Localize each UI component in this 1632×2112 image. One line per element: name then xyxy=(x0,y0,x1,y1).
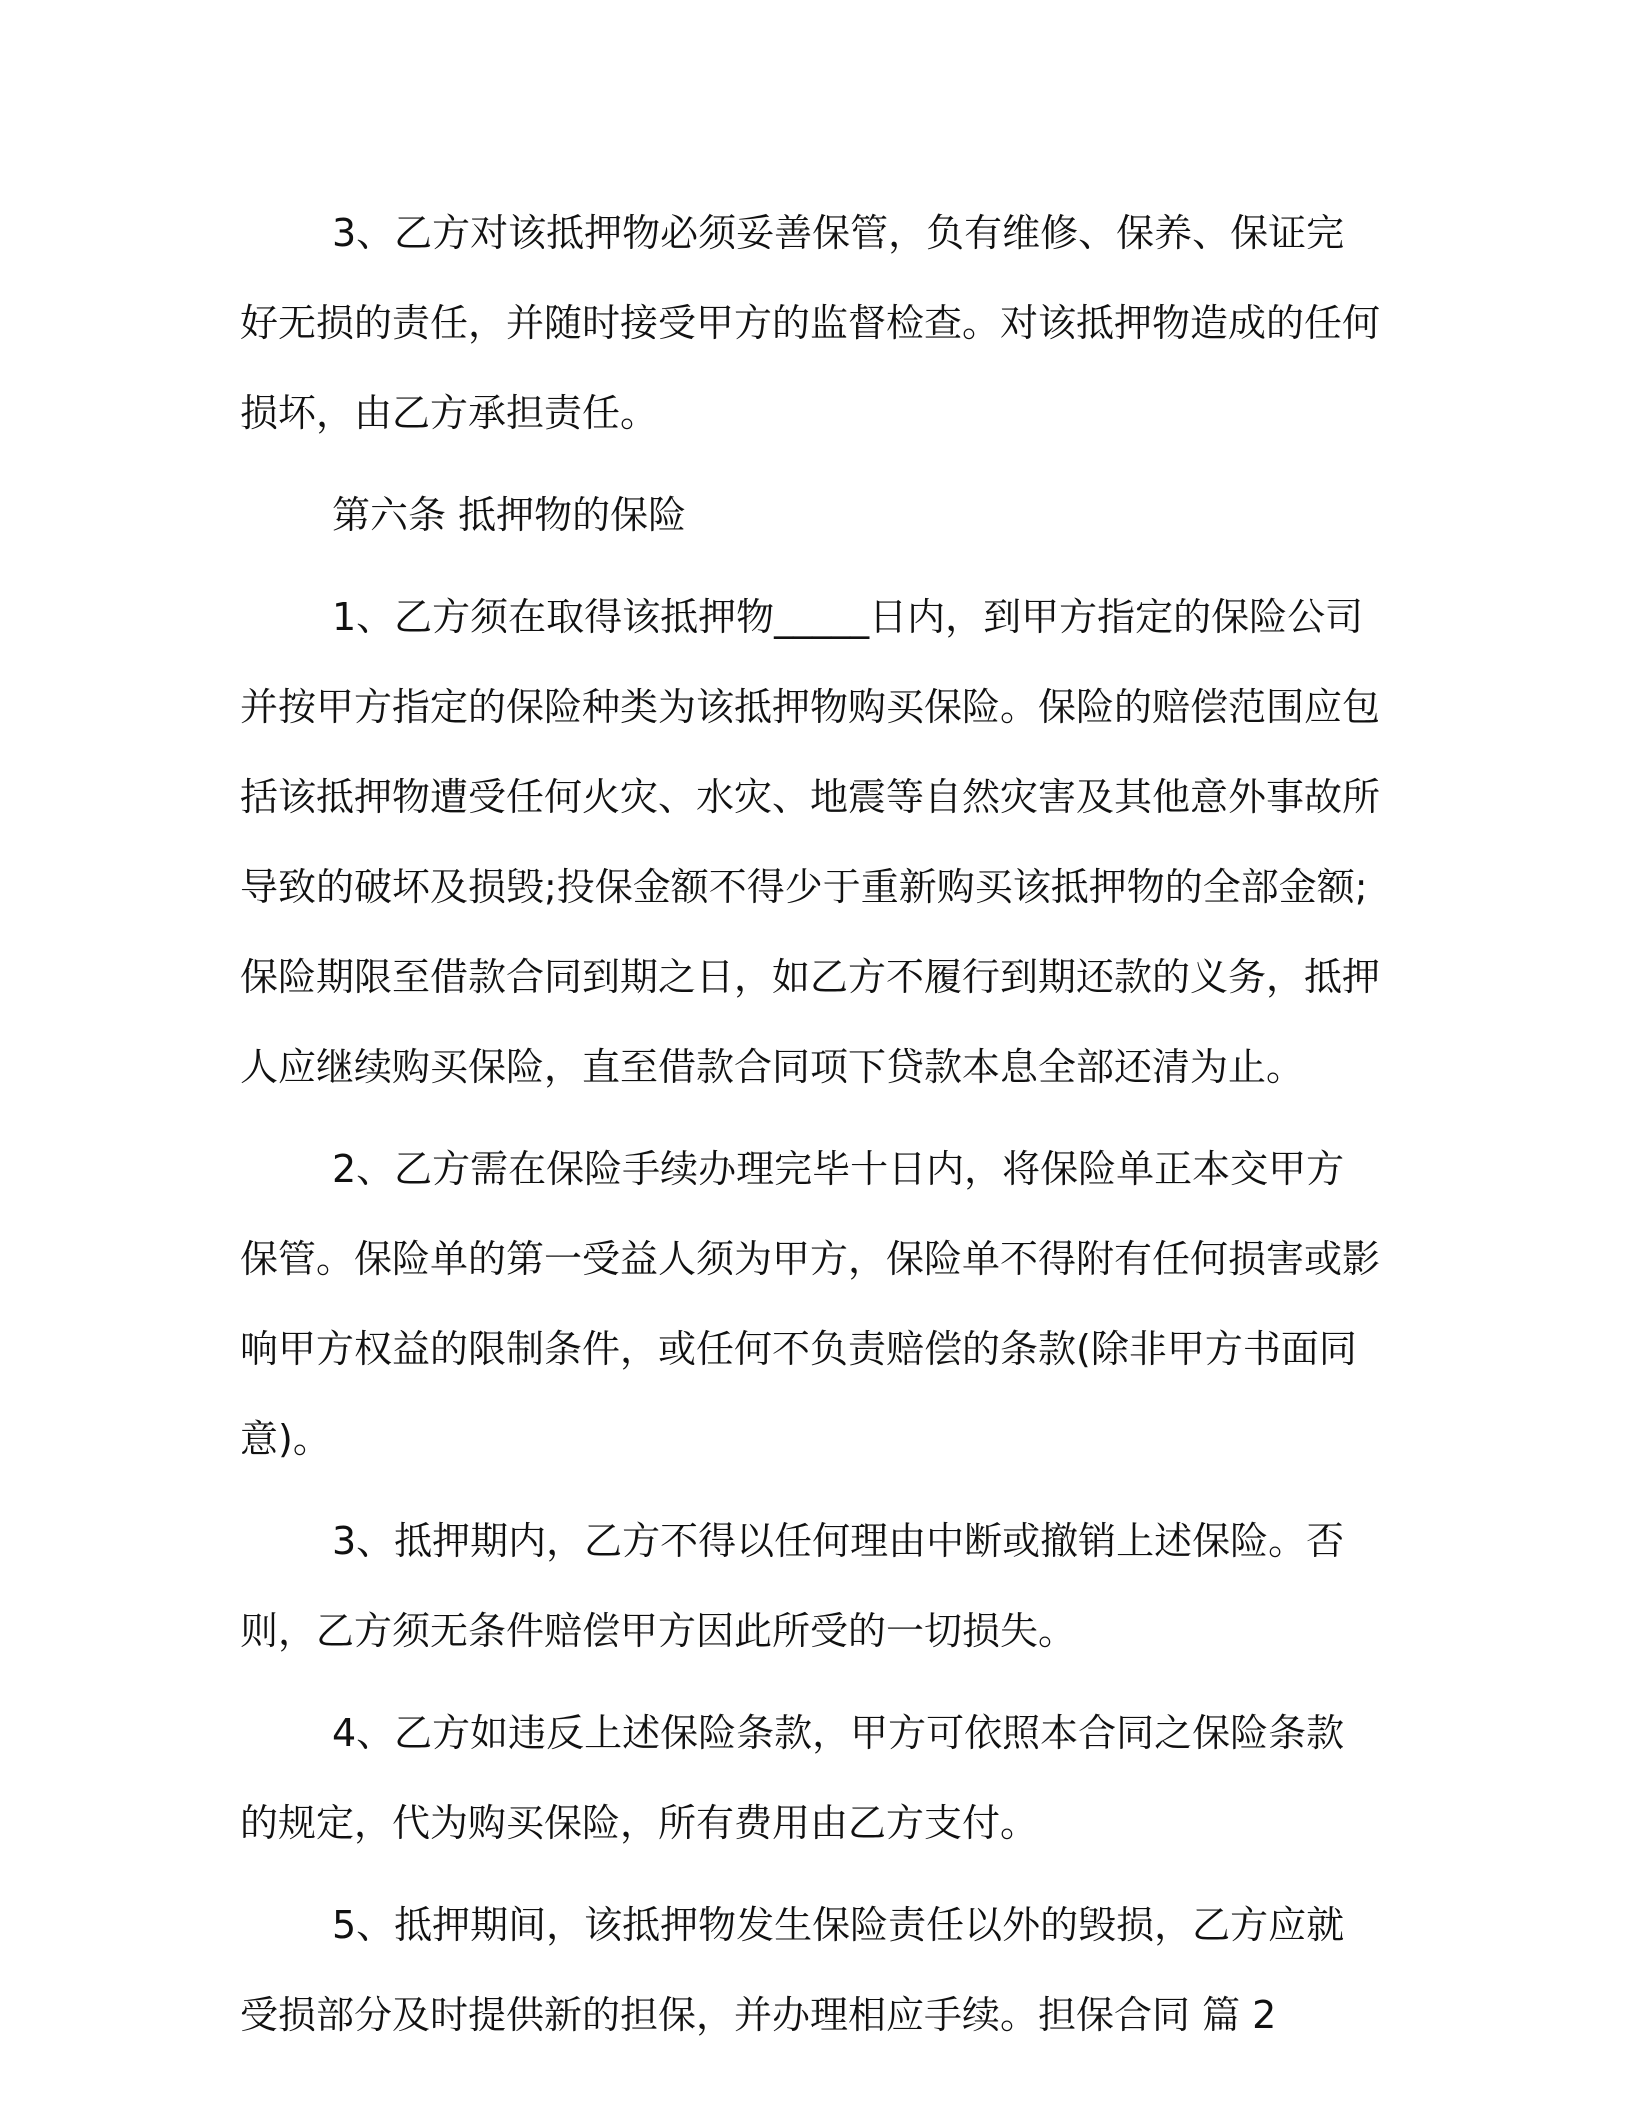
paragraph-clause-6-5: 5、抵押期间，该抵押物发生保险责任以外的毁损，乙方应就受损部分及时提供新的担保，并办理相应手续。担保合同 篇 2 xyxy=(240,1903,1345,2037)
paragraph-clause-5-3: 3、乙方对该抵押物必须妥善保管，负有维修、保养、保证完好无损的责任，并随时接受甲方的监督检查。对该抵押物造成的任何损坏，由乙方承担责任。 xyxy=(240,211,1381,435)
document-body xyxy=(240,188,1380,2060)
paragraph-clause-6-3: 3、抵押期内，乙方不得以任何理由中断或撤销上述保险。否则，乙方须无条件赔偿甲方因此所受的一切损失。 xyxy=(240,1519,1345,1653)
paragraph-clause-6-1: 1、乙方须在取得该抵押物_____日内，到甲方指定的保险公司并按甲方指定的保险种类为该抵押物购买保险。保险的赔偿范围应包括该抵押物遭受任何火灾、水灾、地震等自然灾害及其他意外事故所导致的破坏及损毁;投保金额不得少于重新购买该抵押物的全部金额;保险期限至借款合同到期之日，如乙方不履行到期还款的义务，抵押人应继续购买保险，直至借款合同项下贷款本息全部还清为止。 xyxy=(240,595,1381,1089)
paragraph-clause-6-4: 4、乙方如违反上述保险条款，甲方可依照本合同之保险条款的规定，代为购买保险，所有费用由乙方支付。 xyxy=(240,1711,1345,1845)
paragraph-clause-6-2: 2、乙方需在保险手续办理完毕十日内，将保险单正本交甲方保管。保险单的第一受益人须为甲方，保险单不得附有任何损害或影响甲方权益的限制条件，或任何不负责赔偿的条款(除非甲方书面同意)。 xyxy=(240,1147,1381,1461)
section-heading-article-6: 第六条 抵押物的保险 xyxy=(332,493,687,537)
